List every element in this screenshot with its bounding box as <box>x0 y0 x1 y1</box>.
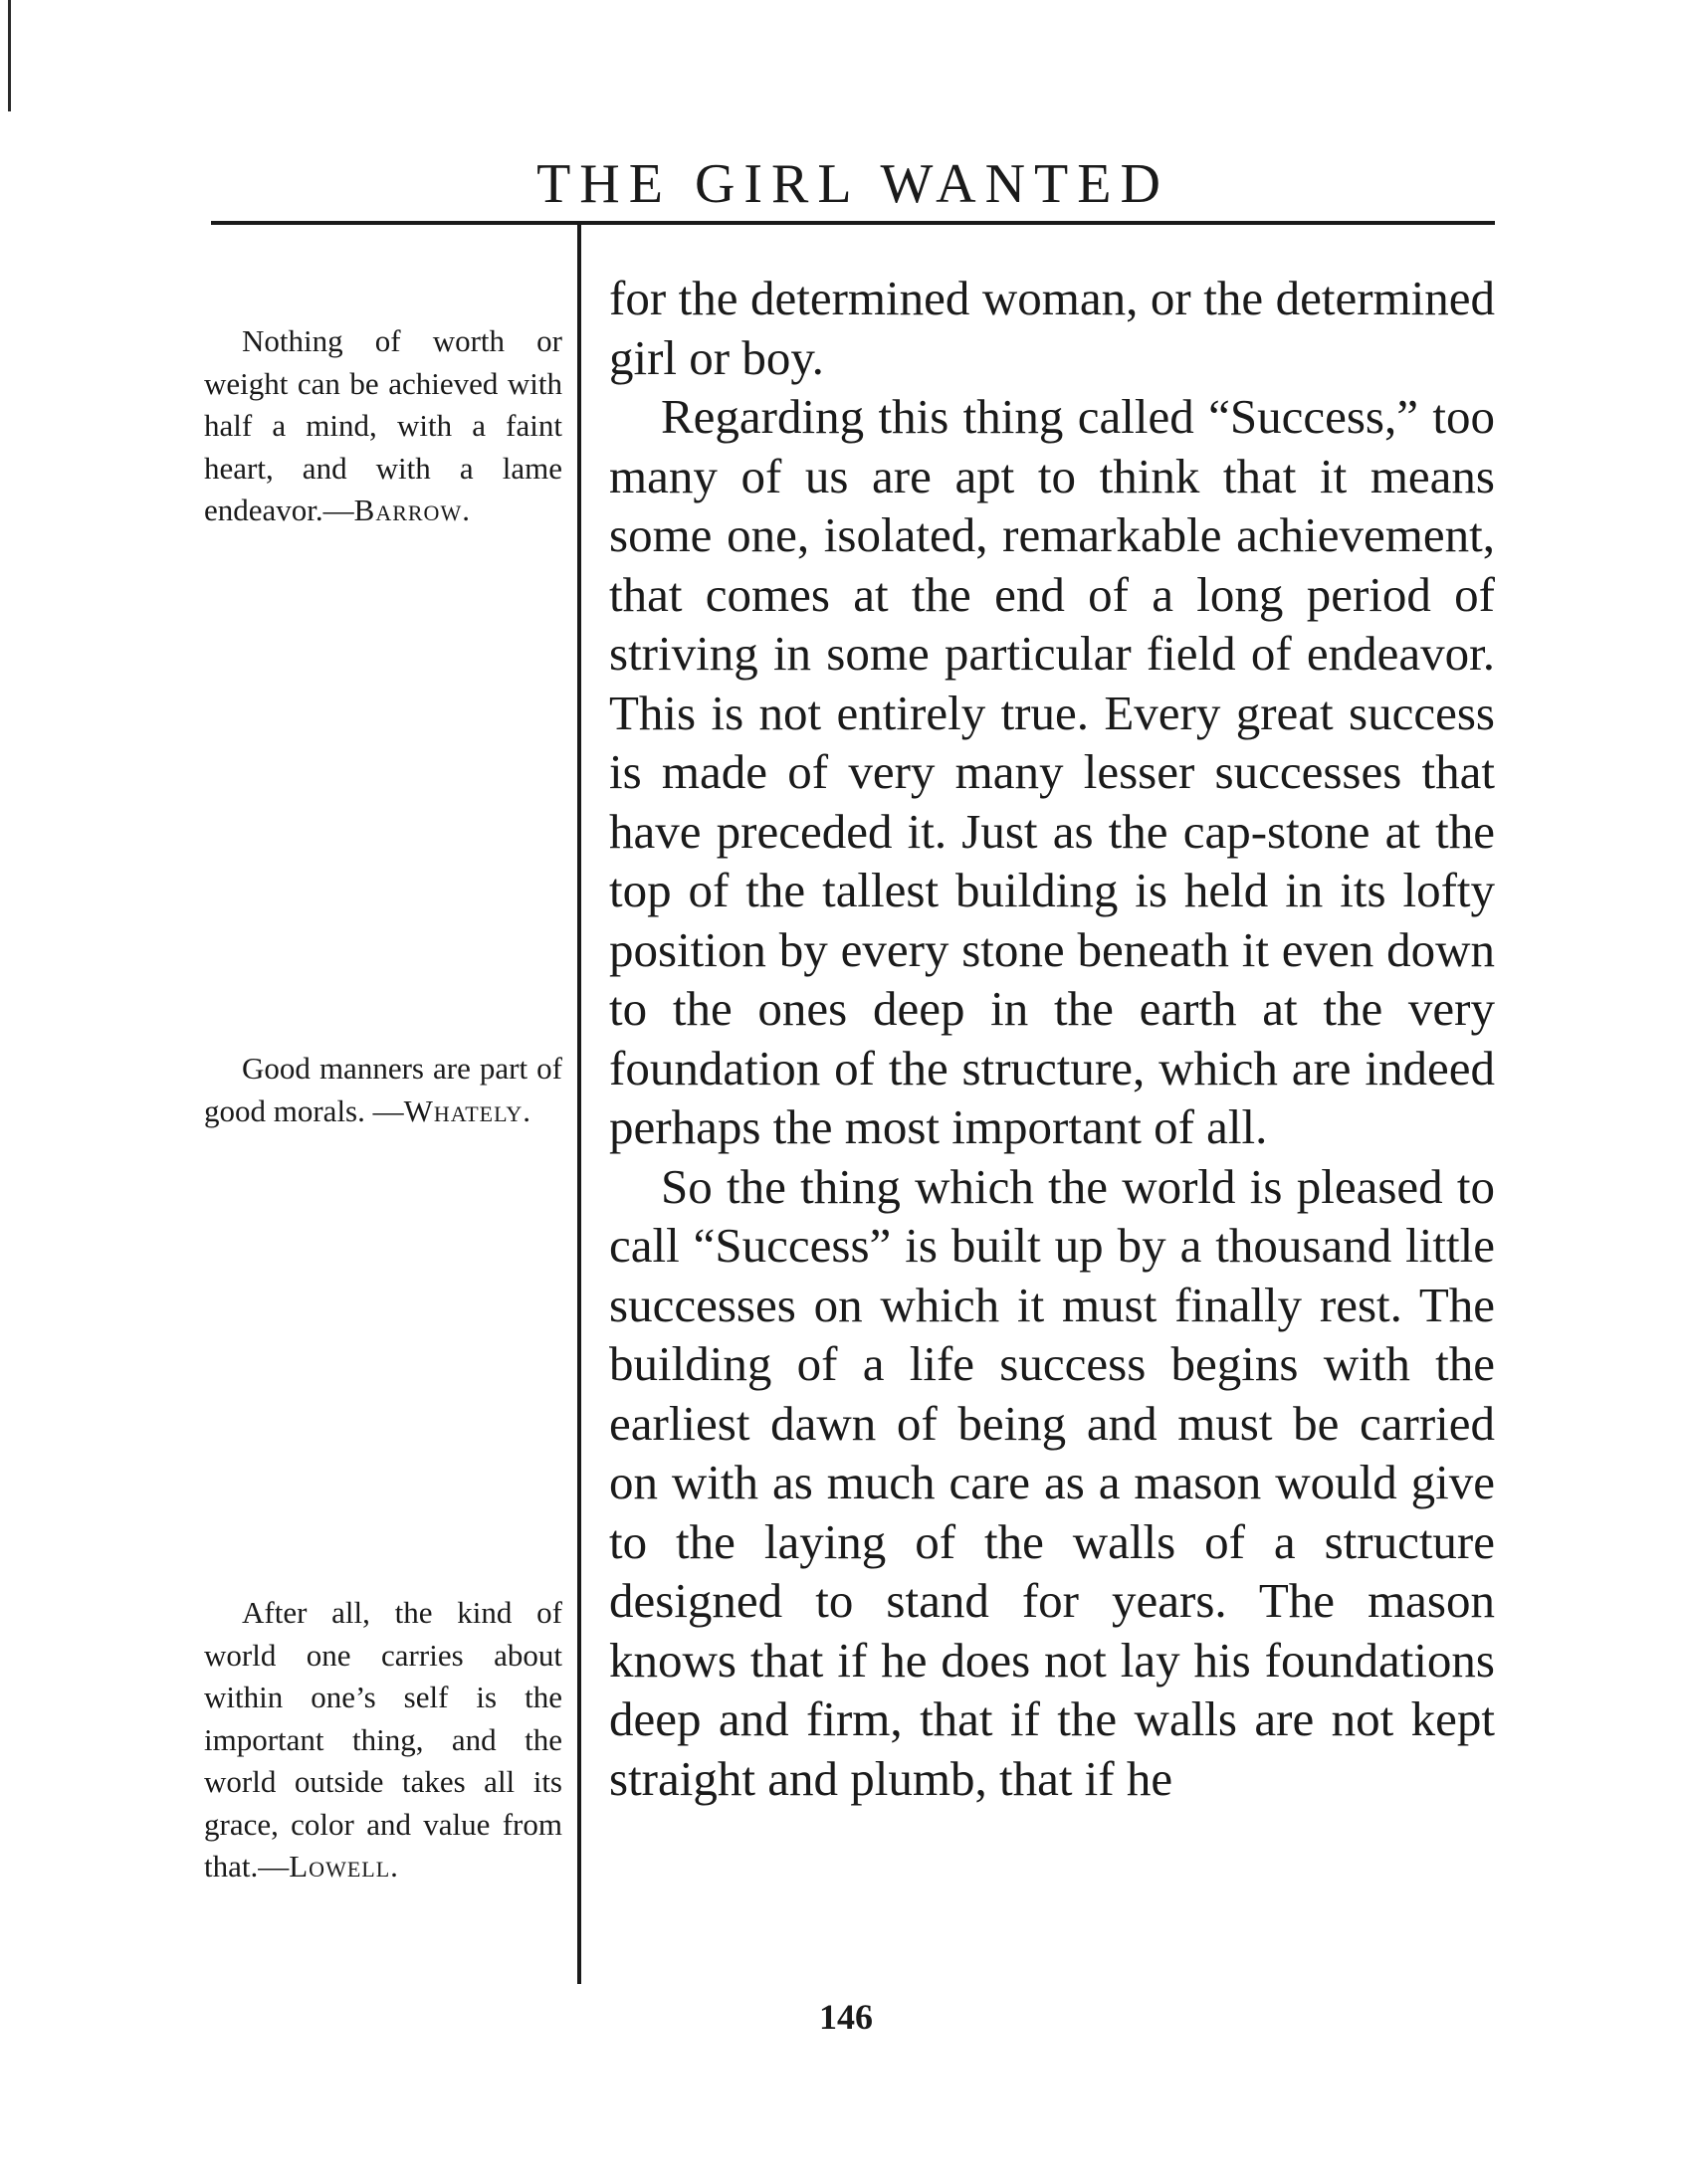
column-divider-rule <box>577 225 581 1984</box>
sidebar-quote-text: Good manners are part of good morals. — <box>204 1051 562 1128</box>
sidebar-quote-whately <box>204 1048 562 1132</box>
body-paragraph: Regarding this thing called “Success,” too many of us are apt to think that it means some one, isolated, remarkable achievement, that comes at the end of a long period of striving in some particular field of endeavor. This is not entirely true. Every great success is made of very many lesser successes that have preceded it. Just as the cap-stone at the top of the tallest building is held in its lofty position by every stone beneath it even down to the ones deep in the earth at the very foundation of the structure, which are indeed perhaps the most important of all. <box>609 389 1495 1154</box>
sidebar-quote-author: Barrow. <box>353 493 471 527</box>
running-head: THE GIRL WANTED <box>536 153 1169 215</box>
body-paragraph: for the determined woman, or the determined girl or boy. <box>609 271 1495 385</box>
page-number: 146 <box>819 1997 873 2037</box>
sidebar-quote-barrow <box>204 320 562 532</box>
sidebar-quote-text: Nothing of worth or weight can be achieved with half a mind, with a faint heart, and with a lame endeavor.— <box>204 323 562 527</box>
scan-edge-mark <box>8 0 11 111</box>
body-text <box>609 269 1495 1808</box>
sidebar-quote-text: After all, the kind of world one carries about within one’s self is the important thing, and the world outside takes all its grace, color and value from that.— <box>204 1595 562 1884</box>
sidebar-quote-lowell <box>204 1592 562 1888</box>
body-paragraph: So the thing which the world is pleased to call “Success” is built up by a thousand little successes on which it must finally rest. The building of a life success begins with the earliest dawn of being and must be carried on with as much care as a mason would give to the laying of the walls of a structure designed to stand for years. The mason knows that if he does not lay his foundations deep and firm, that if the walls are not kept straight and plumb, that if he <box>609 1158 1495 1806</box>
sidebar-quote-author: Whately. <box>403 1092 531 1128</box>
sidebar-quote-author: Lowell. <box>289 1849 399 1884</box>
header-rule <box>211 221 1495 225</box>
